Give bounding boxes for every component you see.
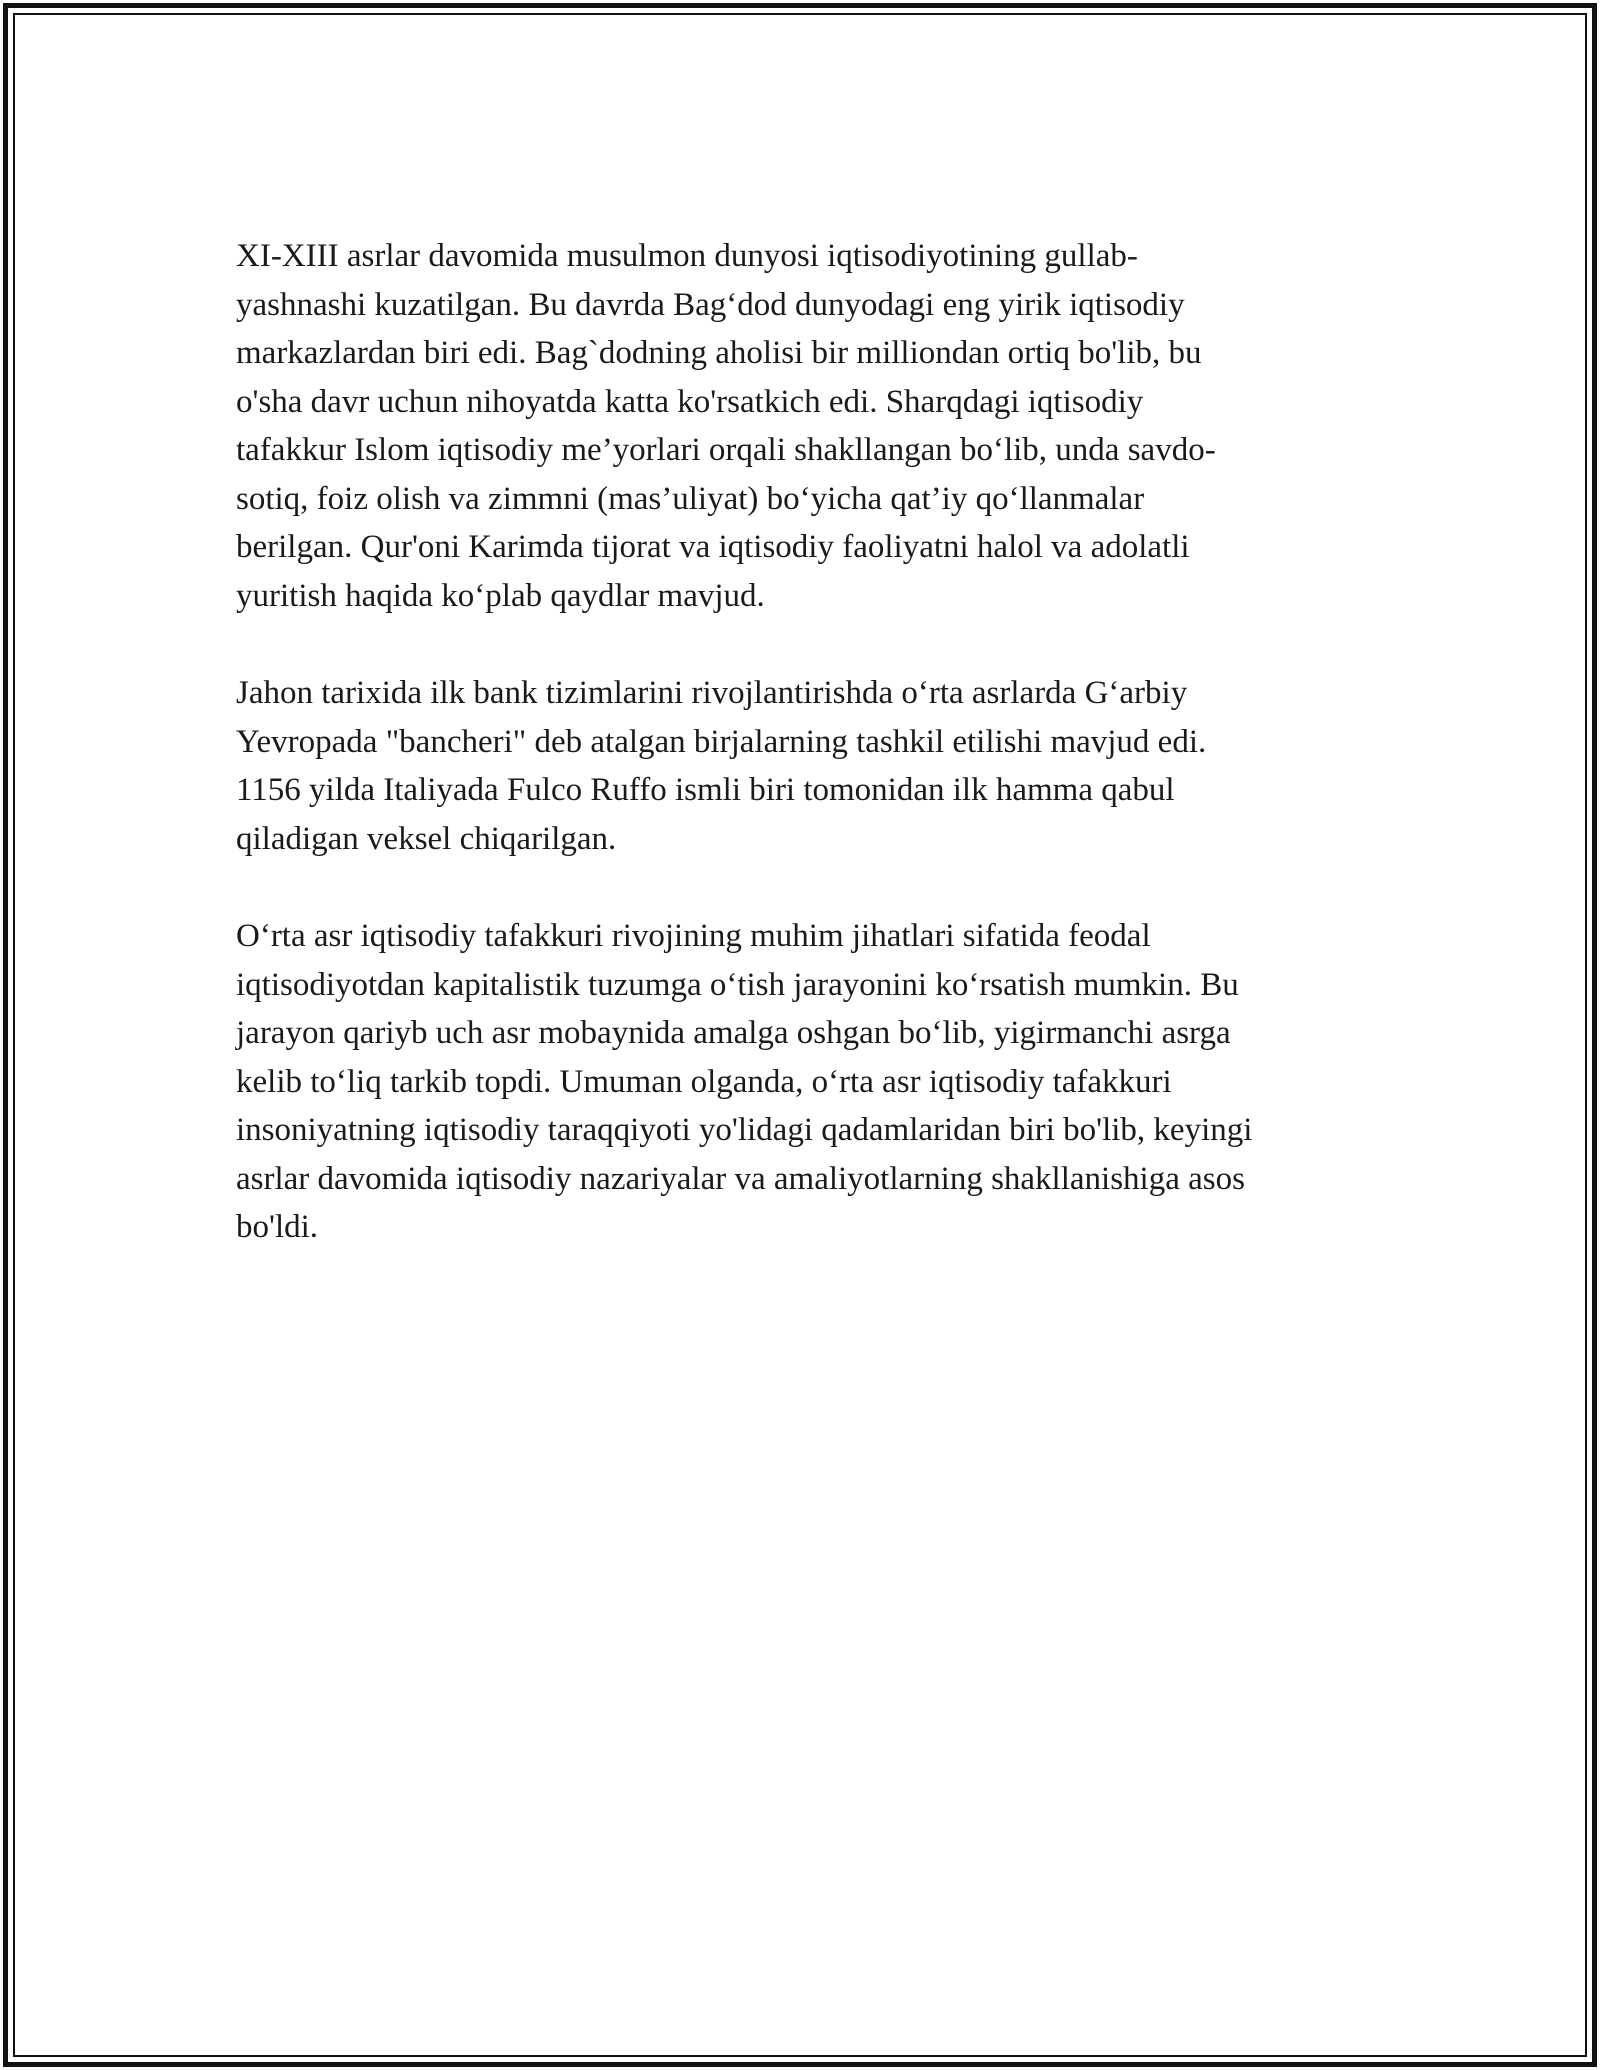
text-line: bo'ldi. <box>236 1209 319 1245</box>
text-line: qiladigan veksel chiqarilgan. <box>236 820 617 857</box>
text-line: O‘rta asr iqtisodiy tafakkuri rivojining muhim jihatlari sifatida feodal <box>236 918 1151 954</box>
text-line: 1156 yilda Italiyada Fulco Ruffo ismli biri tomonidan ilk hamma qabul <box>236 772 1175 808</box>
text-line: markazlardan biri edi. Bag`dodning aholisi bir milliondan ortiq bo'lib, bu <box>236 335 1202 371</box>
paragraph-1 <box>236 232 1376 620</box>
text-line: XI-XIII asrlar davomida musulmon dunyosi iqtisodiyotining gullab- <box>236 238 1138 274</box>
paragraph-3 <box>236 912 1376 1252</box>
text-line: Jahon tarixida ilk bank tizimlarini rivojlantirishda o‘rta asrlarda G‘arbiy <box>236 675 1188 711</box>
text-line: tafakkur Islom iqtisodiy me’yorlari orqali shakllangan bo‘lib, unda savdo- <box>236 432 1216 468</box>
text-line: Yevropada "bancheri" deb atalgan birjalarning tashkil etilishi mavjud edi. <box>236 723 1207 760</box>
paragraph-2 <box>236 669 1376 863</box>
text-line: yuritish haqida ko‘plab qaydlar mavjud. <box>236 577 765 614</box>
text-line: sotiq, foiz olish va zimmni (mas’uliyat) bo‘yicha qat’iy qo‘llanmalar <box>236 480 1145 517</box>
text-line: o'sha davr uchun nihoyatda katta ko'rsatkich edi. Sharqdagi iqtisodiy <box>236 383 1144 420</box>
text-line: yashnashi kuzatilgan. Bu davrda Bag‘dod dunyodagi eng yirik iqtisodiy <box>236 286 1185 323</box>
text-line: jarayon qariyb uch asr mobaynida amalga oshgan bo‘lib, yigirmanchi asrga <box>236 1015 1231 1051</box>
text-line: insoniyatning iqtisodiy taraqqiyoti yo'lidagi qadamlaridan biri bo'lib, keyingi <box>236 1112 1253 1148</box>
text-line: kelib to‘liq tarkib topdi. Umuman olganda, o‘rta asr iqtisodiy tafakkuri <box>236 1063 1172 1100</box>
text-line: asrlar davomida iqtisodiy nazariyalar va amaliyotlarning shakllanishiga asos <box>236 1160 1245 1197</box>
text-line: berilgan. Qur'oni Karimda tijorat va iqtisodiy faoliyatni halol va adolatli <box>236 529 1190 565</box>
text-line: iqtisodiyotdan kapitalistik tuzumga o‘tish jarayonini ko‘rsatish mumkin. Bu <box>236 966 1239 1003</box>
document-body <box>236 232 1376 1301</box>
